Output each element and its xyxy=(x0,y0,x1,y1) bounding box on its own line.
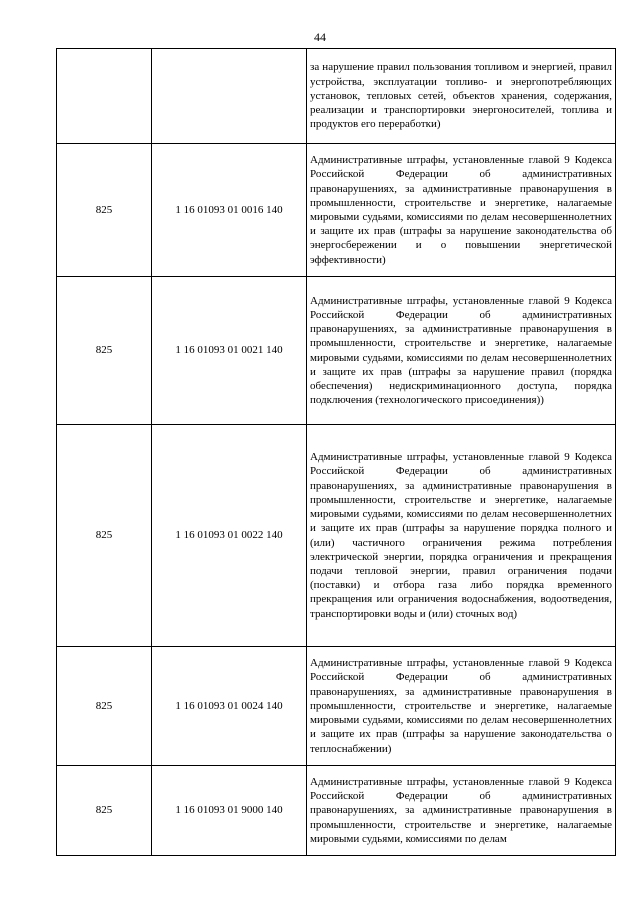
revenue-name-cell: Административные штрафы, установленные главой 9 Кодекса Российской Федерации об административных правонарушениях, за административные правонарушения в промышленности, строительстве и энергетике, налагаемые мировыми судьями, комиссиями по делам xyxy=(307,766,616,856)
table-row xyxy=(57,277,616,425)
revenue-name-cell: Административные штрафы, установленные главой 9 Кодекса Российской Федерации об административных правонарушениях, за административные правонарушения в промышленности, строительстве и энергетике, налагаемые мировыми судьями, комиссиями по делам несовершеннолетних и защите их прав (штрафы за нарушение законодательства об энергосбережении и о повышении энергетической эффективности) xyxy=(307,144,616,277)
fines-table xyxy=(56,48,616,856)
budget-code-cell: 1 16 01093 01 9000 140 xyxy=(152,766,307,856)
page-number: 44 xyxy=(314,30,326,44)
budget-code-cell: 1 16 01093 01 0021 140 xyxy=(152,277,307,425)
admin-code-cell: 825 xyxy=(57,144,152,277)
table-row xyxy=(57,144,616,277)
admin-code-cell: 825 xyxy=(57,766,152,856)
revenue-name-cell: Административные штрафы, установленные главой 9 Кодекса Российской Федерации об административных правонарушениях, за административные правонарушения в промышленности, строительстве и энергетике, налагаемые мировыми судьями, комиссиями по делам несовершеннолетних и защите их прав (штрафы за нарушение порядка полного и (или) частичного ограничения режима потребления электрической энергии, порядка ограничения и прекращения подачи тепловой энергии, правил ограничения подачи (поставки) и отбора газа либо порядка временного прекращения или ограничения водоснабжения, водоотведения, транспортировки воды и (или) сточных вод) xyxy=(307,425,616,647)
admin-code-cell: 825 xyxy=(57,425,152,647)
admin-code-cell xyxy=(57,49,152,144)
budget-code-cell: 1 16 01093 01 0024 140 xyxy=(152,647,307,766)
budget-code-cell xyxy=(152,49,307,144)
revenue-name-cell: Административные штрафы, установленные главой 9 Кодекса Российской Федерации об административных правонарушениях, за административные правонарушения в промышленности, строительстве и энергетике, налагаемые мировыми судьями, комиссиями по делам несовершеннолетних и защите их прав (штрафы за нарушение законодательства о теплоснабжении) xyxy=(307,647,616,766)
admin-code-cell: 825 xyxy=(57,647,152,766)
admin-code-cell: 825 xyxy=(57,277,152,425)
revenue-name-cell: за нарушение правил пользования топливом и энергией, правил устройства, эксплуатации топливо- и энергопотребляющих установок, тепловых сетей, объектов хранения, содержания, реализации и транспортировки энергоносителей, топлива и продуктов его переработки) xyxy=(307,49,616,144)
table-row xyxy=(57,766,616,856)
budget-code-cell: 1 16 01093 01 0016 140 xyxy=(152,144,307,277)
budget-code-cell: 1 16 01093 01 0022 140 xyxy=(152,425,307,647)
revenue-name-cell: Административные штрафы, установленные главой 9 Кодекса Российской Федерации об административных правонарушениях, за административные правонарушения в промышленности, строительстве и энергетике, налагаемые мировыми судьями, комиссиями по делам несовершеннолетних и защите их прав (штрафы за нарушение правил (порядка обеспечения) недискриминационного доступа, порядка подключения (технологического присоединения)) xyxy=(307,277,616,425)
table-row xyxy=(57,49,616,144)
table-row xyxy=(57,647,616,766)
table-row xyxy=(57,425,616,647)
